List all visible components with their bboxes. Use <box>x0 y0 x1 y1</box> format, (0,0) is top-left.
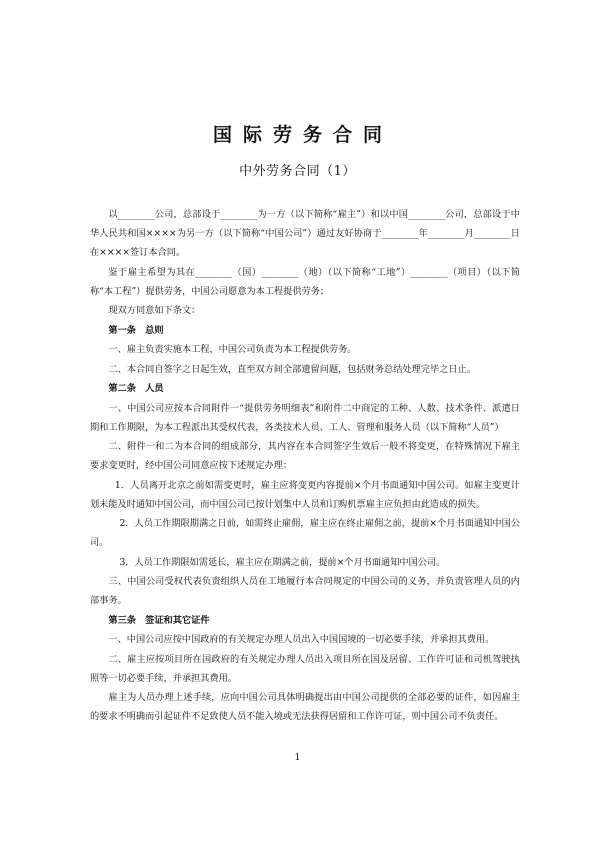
paragraph: 以________公司，总部设于________为一方（以下简称“雇主”）和以中国________公司，总部设于中华人民共和国××××为另一方（以下简称“中国公司”）通过友好协商于________年________月________日在××××签订本合同。 <box>90 209 520 258</box>
document-title: 国际劳务合同 <box>212 124 393 146</box>
paragraph: 一、雇主负责实施本工程，中国公司负责为本工程提供劳务。 <box>108 344 357 355</box>
article-heading: 第三条 签证和其它证件 <box>108 614 210 626</box>
paragraph: 2．人员工作期限期满之日前，如需终止雇佣，雇主应在终止雇佣之前，提前×个月书面通知中国公司。 <box>90 518 520 548</box>
paragraph: 一、中国公司应按中国政府的有关规定办理人员出入中国国境的一切必要手续，并承担其费用。 <box>108 634 495 645</box>
article-heading: 第二条 人员 <box>108 383 164 394</box>
document-subtitle: 中外劳务合同（1） <box>239 164 356 179</box>
document-body <box>90 205 520 727</box>
article-heading: 第一条 总则 <box>108 324 164 336</box>
paragraph: 现双方同意如下条文： <box>108 305 201 316</box>
paragraph: 一、中国公司应按本合同附件一“提供劳务明细表”和附件二中商定的工种、人数、技术条件、派遣日期和工作期限，为本工程派出其受权代表，各类技术人员、工人、管理和服务人员（以下简称“人员”） <box>90 402 520 433</box>
paragraph: 二、雇主应按项目所在国政府的有关规定办理人员出入项目所在国及居留、工作许可证和司机驾驶执照等一切必要手续，并承担其费用。 <box>90 653 520 684</box>
paragraph: 二、本合同自签字之日起生效，直至双方间全部遗留问题，包括财务总结处理完毕之日止。 <box>108 363 476 375</box>
paragraph: 雇主为人员办理上述手续，应向中国公司具体明确提出由中国公司提供的全部必要的证件，如因雇主的要求不明确而引起证件不足致使人员不能入境或无法获得居留和工作许可证，则中国公司不负责任。 <box>90 692 520 722</box>
paragraph: 二、附件一和二为本合同的组成部分，其内容在本合同签字生效后一般不将变更，在特殊情况下雇主要求变更时，经中国公司同意应按下述规定办理： <box>90 441 520 471</box>
paragraph: 三、中国公司受权代表负责组织人员在工地履行本合同规定的中国公司的义务，并负责管理人员的内部事务。 <box>90 576 520 606</box>
page-number: 1 <box>294 753 301 763</box>
paragraph: 3．人员工作期限如需延长，雇主应在期满之前，提前×个月书面通知中国公司。 <box>119 556 446 568</box>
paragraph: 1．人员离开北京之前如需变更时，雇主应将变更内容提前×个月书面通知中国公司。如雇主变更计划未能及时通知中国公司，而中国公司已按计划集中人员和订购机票雇主应负担由此造成的损失。 <box>90 479 520 510</box>
paragraph: 鉴于雇主希望为其在________（国）________（地）（以下简称“工地”）________（项目）（以下简称“本工程”）提供劳务，中国公司愿意为本工程提供劳务； <box>90 266 520 297</box>
